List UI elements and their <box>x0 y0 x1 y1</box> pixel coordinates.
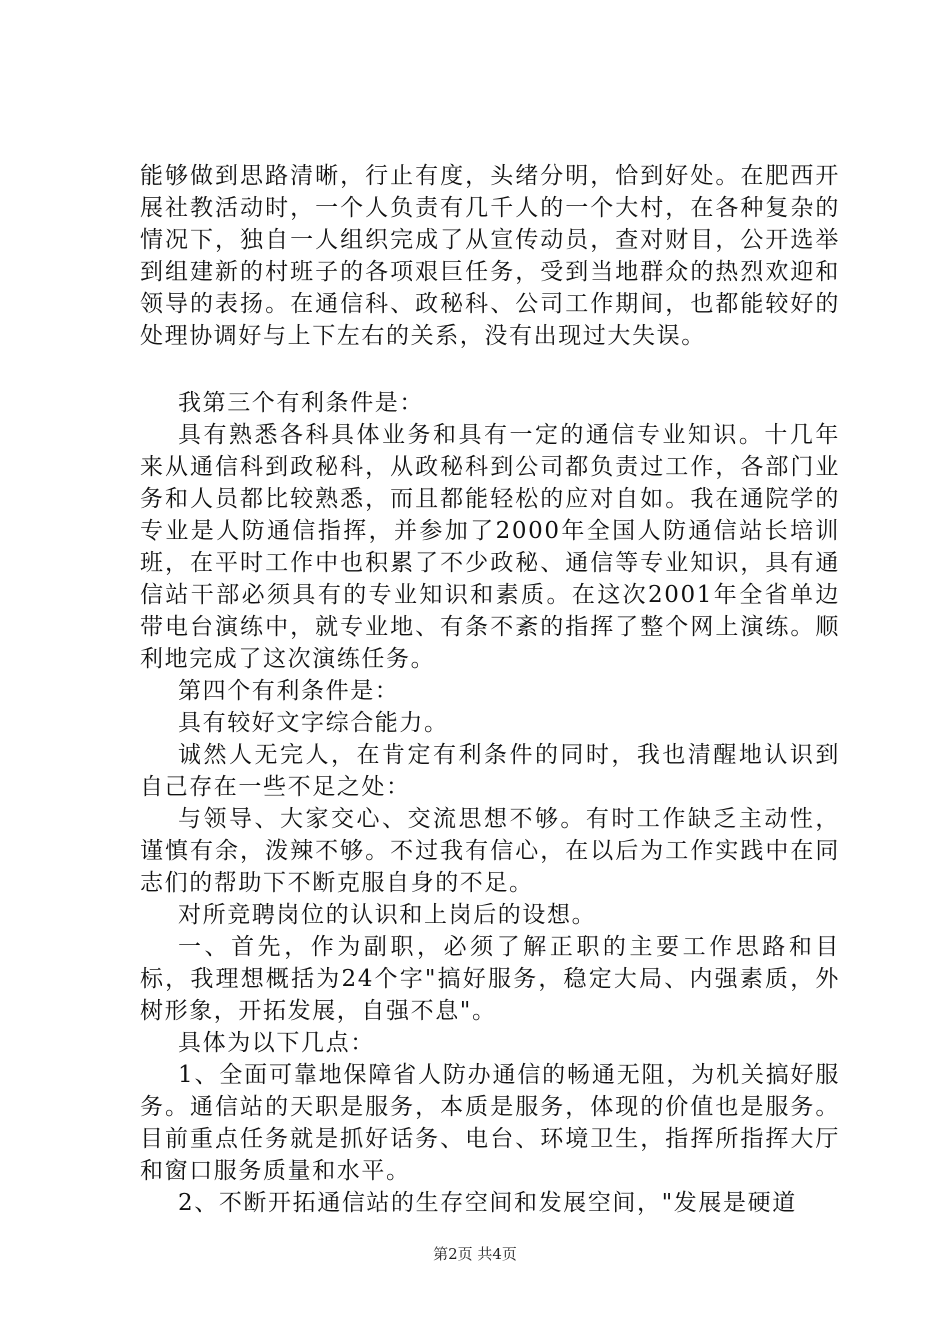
paragraph: 我第三个有利条件是： <box>178 390 424 416</box>
paragraph: 1、全面可靠地保障省人防办通信的畅通无阻，为机关搞好服务。通信站的天职是服务，本质是服务，体现的价值也是服务。目前重点任务就是抓好话务、电台、环境卫生，指挥所指挥大厅和窗口服务质量和水平。 <box>140 1062 840 1184</box>
body-text-main <box>140 387 840 1219</box>
paragraph: 第四个有利条件是： <box>178 678 400 704</box>
paragraph: 对所竞聘岗位的认识和上岗后的设想。 <box>178 902 597 928</box>
paragraph: 一、首先，作为副职，必须了解正职的主要工作思路和目标，我理想概括为24个字"搞好服务，稳定大局、内强素质，外树形象，开拓发展，自强不息"。 <box>140 934 840 1024</box>
page-footer: 第2页 共4页 <box>433 1245 517 1263</box>
paragraph: 与领导、大家交心、交流思想不够。有时工作缺乏主动性，谨慎有余，泼辣不够。不过我有信心，在以后为工作实践中在同志们的帮助下不断克服自身的不足。 <box>140 806 840 896</box>
paragraph: 具体为以下几点： <box>178 1030 375 1056</box>
body-text-top <box>140 160 840 352</box>
paragraph-continuation: 能够做到思路清晰，行止有度，头绪分明，恰到好处。在肥西开展社教活动时，一个人负责有几千人的一个大村，在各种复杂的情况下，独自一人组织完成了从宣传动员，查对财目，公开选举到组建新的村班子的各项艰巨任务，受到当地群众的热烈欢迎和领导的表扬。在通信科、政秘科、公司工作期间，也都能较好的处理协调好与上下左右的关系，没有出现过大失误。 <box>140 163 840 349</box>
paragraph: 诚然人无完人，在肯定有利条件的同时，我也清醒地认识到自己存在一些不足之处： <box>140 742 840 800</box>
paragraph: 2、不断开拓通信站的生存空间和发展空间，"发展是硬道 <box>178 1190 797 1216</box>
paragraph: 具有较好文字综合能力。 <box>178 710 449 736</box>
paragraph: 具有熟悉各科具体业务和具有一定的通信专业知识。十几年来从通信科到政秘科，从政秘科到公司都负责过工作，各部门业务和人员都比较熟悉，而且都能轻松的应对自如。我在通院学的专业是人防通信指挥，并参加了2000年全国人防通信站长培训班，在平时工作中也积累了不少政秘、通信等专业知识，具有通信站干部必须具有的专业知识和素质。在这次2001年全省单边带电台演练中，就专业地、有条不紊的指挥了整个网上演练。顺利地完成了这次演练任务。 <box>140 422 840 672</box>
